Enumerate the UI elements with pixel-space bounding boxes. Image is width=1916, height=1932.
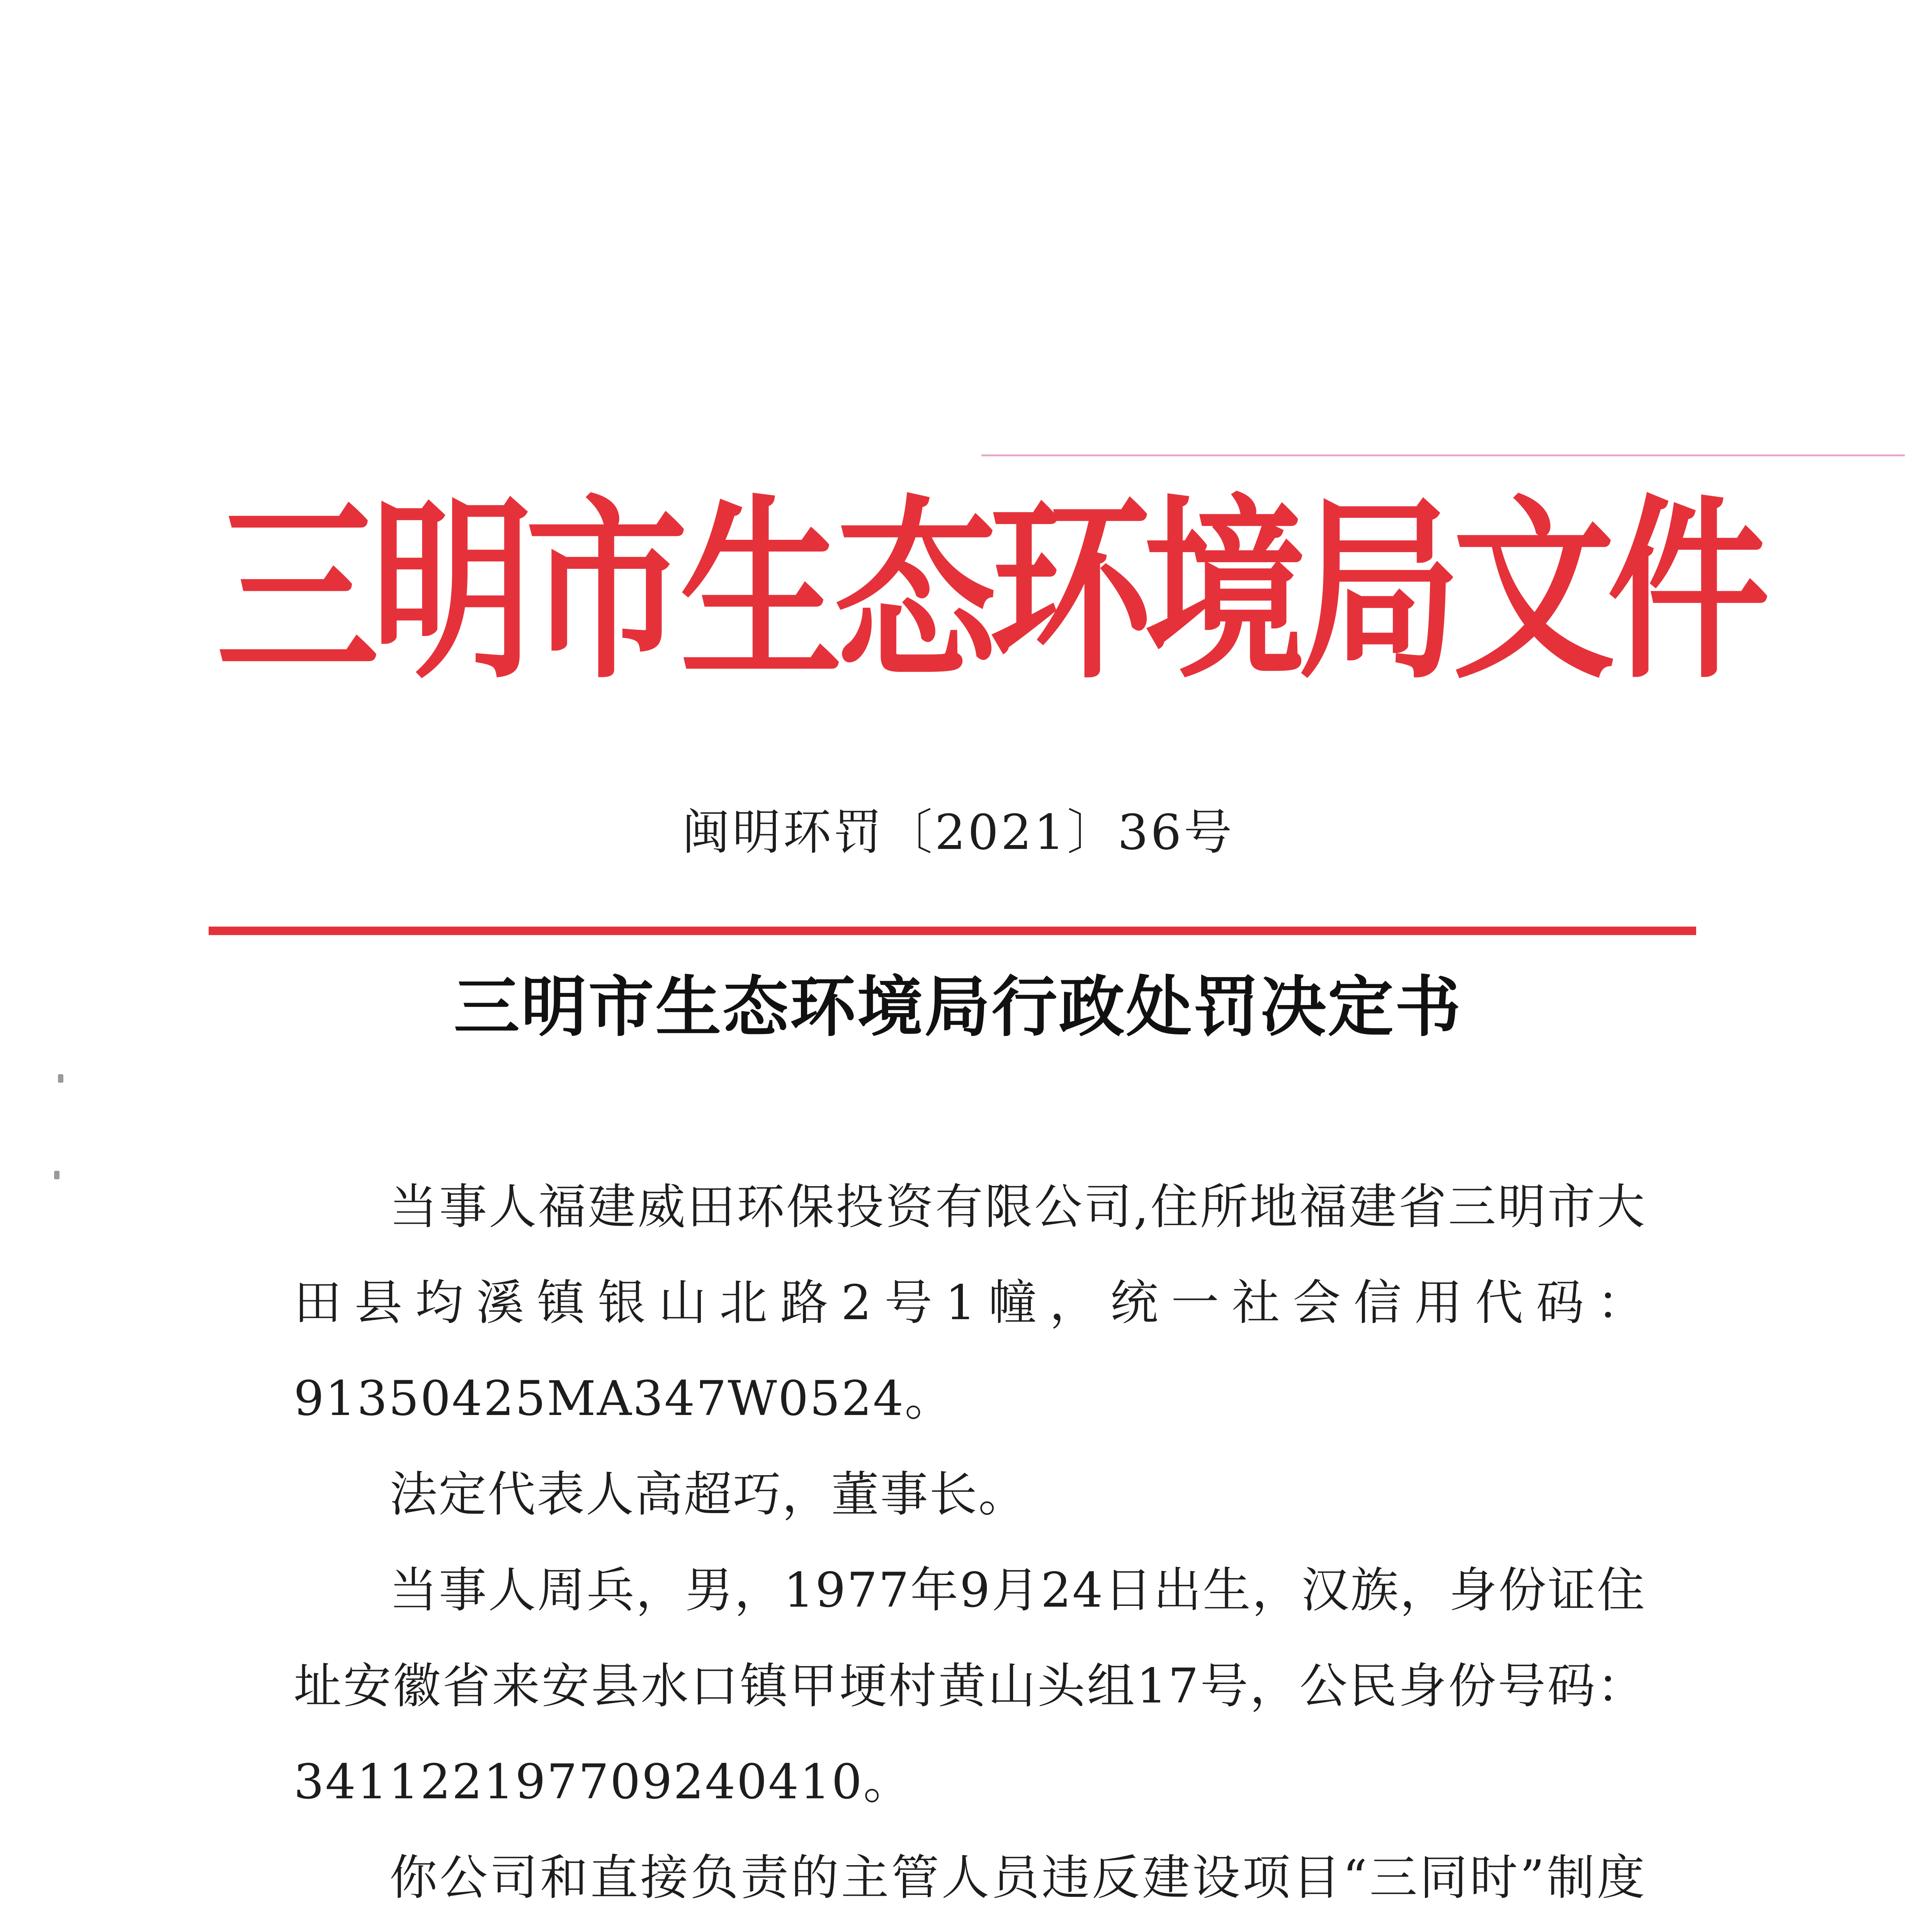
masthead-char: 三: [216, 476, 379, 706]
paragraph-legal-representative: 法定代表人高超巧，董事长。: [389, 1467, 1028, 1522]
document-body: [294, 1159, 1646, 1932]
masthead-char: 件: [1607, 476, 1770, 706]
scan-speck: [58, 1074, 63, 1083]
paragraph-party-person: 当事人周兵，男，1977年9月24日出生，汉族，身份证住址安徽省来安县水口镇甲埂村黄山头组17号，公民身份号码：341122197709240410。: [294, 1563, 1646, 1810]
scan-speck: [54, 1171, 60, 1179]
masthead-char: 局: [1298, 476, 1460, 706]
decision-title: 三明市生态环境局行政处罚决定书: [454, 969, 1462, 1046]
masthead-char: 生: [680, 476, 842, 706]
masthead-title: [216, 475, 1770, 707]
masthead-char: 态: [835, 476, 997, 706]
red-divider-rule: [209, 927, 1696, 935]
paragraph-party-company: 当事人福建威田环保投资有限公司,住所地福建省三明市大田县均溪镇银山北路2号1幢，统一社会信用代码：91350425MA347W0524。: [294, 1179, 1646, 1427]
document-number: 闽明环罚〔2021〕36号: [682, 804, 1234, 861]
masthead-char: 环: [989, 476, 1151, 706]
masthead-char: 境: [1144, 476, 1306, 706]
masthead-char: 明: [371, 476, 533, 706]
masthead-char: 市: [525, 476, 688, 706]
paragraph-case-summary: 你公司和直接负责的主管人员违反建设项目“三同时”制度: [389, 1850, 1646, 1906]
masthead-char: 文: [1453, 476, 1615, 706]
top-hairline-divider: [981, 454, 1905, 456]
